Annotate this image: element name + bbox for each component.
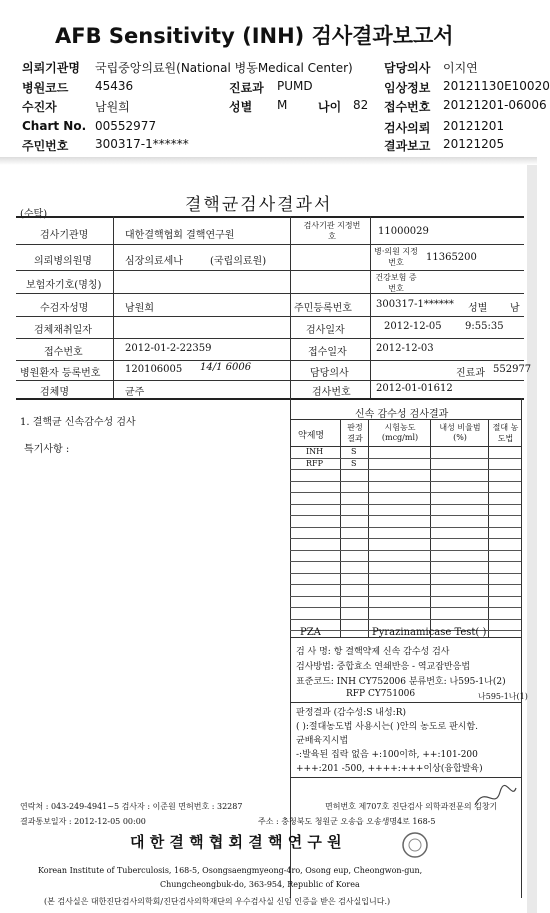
label-insurance-no: 건강보험 증번호	[375, 273, 417, 293]
footer-report-date: 결과통보일자 : 2012-12-05 00:00	[20, 817, 146, 826]
label-doc-sex: 성별	[468, 303, 488, 314]
value-rrn: 300317-1******	[95, 137, 189, 151]
org-address-line-1: Korean Institute of Tuberculosis, 168-5, Osongsaengmyeong-4ro, Osong eup, Cheongwon-gun,	[38, 866, 423, 875]
col-header-absolute: 절대 농도법	[492, 423, 519, 443]
row-line	[16, 360, 524, 361]
results-row-line	[290, 584, 521, 585]
judge-line-0: 판정결과 (감수성:S 내성:R)	[296, 708, 406, 718]
value-patient: 남원희	[95, 100, 130, 114]
value-exam-agency: 대한결핵협회 결핵연구원	[125, 230, 235, 241]
label-exam-no: 검사번호	[312, 387, 351, 398]
results-row-line	[290, 469, 521, 470]
info-line-2: 표준코드: INH CY752006 분류번호: 나595-1나(2)	[296, 677, 506, 687]
results-row-line	[290, 607, 521, 608]
row-line	[16, 398, 524, 400]
value-requesting-paren: (국립의료원)	[210, 256, 267, 267]
doc-corner-label: (수탁)	[20, 209, 48, 220]
results-bottom-line	[290, 777, 521, 778]
col-header-resistance-ratio: 내성 비율범(%)	[439, 423, 481, 442]
value-receipt-no: 20121201-06006	[443, 98, 547, 112]
label-collect-date: 검체채취일자	[34, 325, 92, 336]
pza-test: Pyrazinamicase Test( )	[372, 627, 487, 638]
label-patient: 수진자	[22, 100, 57, 114]
results-col	[430, 419, 431, 637]
results-row-line	[290, 481, 521, 482]
signature-icon	[470, 780, 520, 815]
results-header-line	[290, 446, 521, 447]
results-title: 신속 감수성 검사결과	[355, 409, 449, 420]
label-sex: 성별	[229, 100, 253, 114]
value-doc-sex: 남	[510, 303, 520, 314]
results-row-line	[290, 573, 521, 574]
col-header-concentration: 시험농도 (mcg/ml)	[381, 423, 419, 442]
page-separator	[0, 157, 537, 165]
value-requesting-clinic: 심장의료세나	[125, 256, 183, 267]
results-row-line	[290, 504, 521, 505]
pza-label: PZA	[300, 627, 321, 638]
label-report-date: 결과보고	[384, 139, 431, 153]
results-row-line	[290, 527, 521, 528]
drug-name: RFP	[306, 459, 323, 468]
label-hospital-code: 병원코드	[22, 81, 69, 95]
value-request-date: 20121201	[443, 119, 505, 133]
table-top-line	[16, 216, 524, 218]
org-name: 대 한 결 핵 협 회 결 핵 연 구 원	[130, 833, 342, 851]
results-frame-right	[521, 398, 522, 898]
label-request-date: 검사의뢰	[384, 121, 431, 135]
value-doc-receipt-no: 2012-01-2-22359	[125, 343, 212, 354]
value-sex: M	[277, 98, 288, 112]
results-row-line	[290, 550, 521, 551]
row-line	[16, 338, 524, 339]
row-line	[16, 244, 524, 245]
value-receipt-date: 2012-12-03	[376, 343, 434, 354]
results-row-line	[290, 515, 521, 516]
info-line-4: 나595-1나(1)	[478, 692, 528, 701]
label-clinical-info: 임상정보	[384, 81, 431, 95]
value-doc-rrn: 300317-1******	[376, 299, 454, 310]
label-examinee: 수검자성명	[40, 303, 89, 314]
label-receipt-no: 접수번호	[384, 100, 431, 114]
judge-line-2: 균배육지시법	[296, 736, 349, 746]
value-report-date: 20121205	[443, 137, 505, 151]
value-doctor: 이지연	[443, 61, 478, 75]
label-doctor: 담당의사	[384, 61, 431, 75]
value-test-date: 2012-12-05	[384, 321, 442, 332]
section-heading: 1. 결핵균 신속감수성 검사	[20, 417, 136, 428]
results-col	[488, 419, 489, 637]
col-header-drug: 약제명	[298, 431, 325, 441]
value-clinic-no: 11365200	[426, 252, 477, 263]
results-row-line	[290, 561, 521, 562]
certification-notice: (본 검사실은 대한진단검사의학회/진단검사의학재단의 우수검사실 신임 인증을 받은 검사실입니다.)	[44, 897, 391, 906]
judge-line-3: -:발육된 집락 없음 +:100이하, ++:101-200	[296, 750, 478, 760]
value-hospital-code: 45436	[95, 79, 134, 93]
row-line	[16, 293, 524, 294]
results-row-line	[290, 596, 521, 597]
label-receipt-date: 접수일자	[308, 347, 347, 358]
footer-license: 면허번호 제707호 진단검사 의학과전문의 김창기	[325, 802, 498, 811]
label-age: 나이	[318, 100, 342, 114]
label-doc-rrn: 주민등록번호	[294, 303, 352, 314]
info-line-0: 검 사 명: 항 결핵약제 신속 감수성 검사	[296, 647, 450, 657]
value-examinee: 남원희	[125, 303, 154, 314]
value-exam-no: 2012-01-01612	[376, 383, 453, 394]
label-insurer: 보험자기호(명칭)	[26, 280, 102, 291]
drug-name: INH	[306, 447, 324, 456]
org-address-line-2: Chungcheongbuk-do, 363-954, Republic of Korea	[160, 880, 360, 889]
results-row-line	[290, 492, 521, 493]
footer-address: 주소 : 충청북도 청원군 오송읍 오송생명4로 168-5	[258, 817, 436, 826]
results-row-line	[290, 619, 521, 620]
results-col	[368, 419, 369, 637]
scan-edge	[527, 165, 537, 913]
value-clinical-info: 20121130E10020	[443, 79, 550, 93]
footer-contact: 연락처 : 043-249-4941~5 검사자 : 이준원 면허번호 : 32287	[20, 802, 243, 811]
value-specimen: 균주	[125, 387, 145, 398]
remarks-label: 특기사항 :	[24, 444, 70, 455]
col-header-result: 판정 결과	[347, 423, 363, 443]
report-title: AFB Sensitivity (INH) 검사결과보고서	[55, 24, 454, 48]
label-doc-dept: 진료과	[456, 368, 485, 379]
row-line	[16, 270, 524, 271]
doc-title: 결핵균검사결과서	[185, 195, 333, 215]
results-line	[290, 419, 521, 420]
results-row-line	[290, 458, 521, 459]
value-department: PUMD	[277, 79, 313, 93]
handwritten-reg-no: 14/1 6006	[200, 362, 252, 373]
judge-line	[290, 702, 521, 703]
label-requesting-clinic: 의뢰병의원명	[34, 256, 92, 267]
label-rrn: 주민번호	[22, 139, 69, 153]
col-line	[290, 216, 291, 398]
seal-stamp-icon	[400, 830, 430, 860]
value-agency: 국립중앙의료원(National 병동Medical Center)	[95, 61, 353, 75]
row-line	[16, 380, 524, 381]
value-agency-no: 11000029	[378, 226, 429, 237]
label-agency: 의뢰기관명	[22, 61, 80, 75]
label-agency-no: 검사기관 지정번호	[303, 221, 361, 241]
results-row-line	[290, 538, 521, 539]
label-doc-receipt-no: 접수번호	[44, 347, 83, 358]
label-test-date: 검사일자	[306, 325, 345, 336]
value-chart-no: 00552977	[95, 119, 157, 133]
value-doc-dept: 552977	[493, 364, 532, 375]
judge-line-1: ( ):절대농도법 사용시는( )안의 농도로 판시함.	[296, 722, 479, 732]
col-line	[113, 216, 114, 398]
value-patient-reg-no: 120106005	[125, 364, 183, 375]
value-age: 82	[353, 98, 369, 112]
label-clinic-no: 병·의원 지정번호	[374, 247, 418, 267]
drug-result: S	[351, 447, 357, 456]
results-col	[340, 419, 341, 637]
info-line-1: 검사방법: 중합효소 연쇄반응 - 역교잡반응법	[296, 662, 471, 672]
info-line-3: RFP CY751006	[346, 689, 416, 699]
label-department: 진료과	[229, 81, 264, 95]
judge-line-4: +++:201 -500, ++++:+++이상(융합발육)	[296, 764, 483, 774]
value-test-time: 9:55:35	[465, 321, 504, 332]
label-doc-doctor: 담당의사	[310, 368, 349, 379]
col-line	[370, 216, 371, 398]
row-line	[16, 316, 524, 317]
drug-result: S	[351, 459, 357, 468]
label-chart-no: Chart No.	[22, 119, 87, 133]
label-exam-agency: 검사기관명	[40, 230, 89, 241]
label-specimen: 검체명	[40, 387, 69, 398]
label-patient-reg-no: 병원환자 등록번호	[20, 368, 101, 379]
